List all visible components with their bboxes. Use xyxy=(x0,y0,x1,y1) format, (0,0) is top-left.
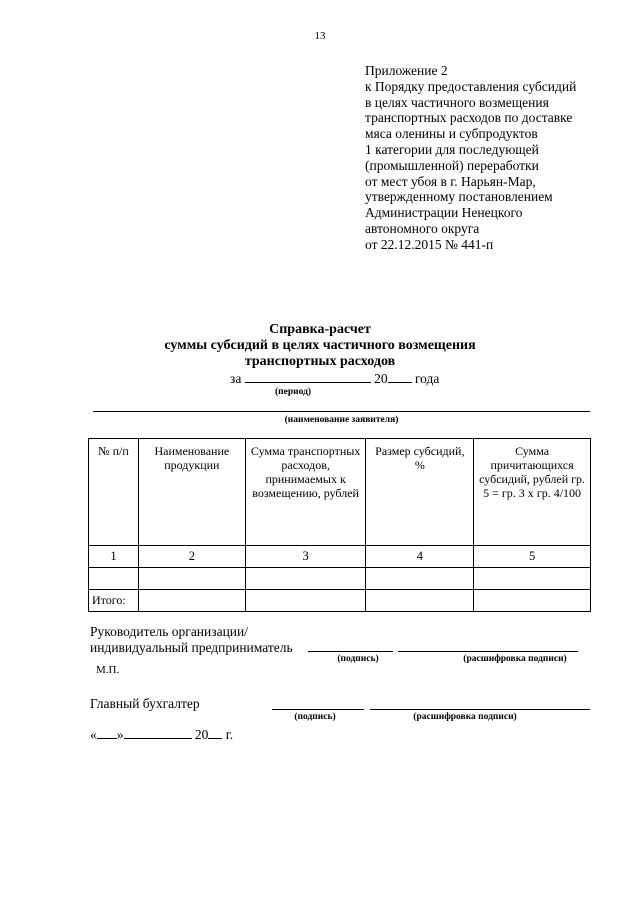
period-year-suffix: года xyxy=(414,371,440,386)
total-row xyxy=(89,590,591,612)
col-product-header: Наименование продукции xyxy=(138,439,245,546)
table-header-row xyxy=(89,439,591,546)
column-number: 2 xyxy=(138,546,245,568)
appendix-line: от мест убоя в г. Нарьян-Мар, xyxy=(365,173,536,189)
head-label-line: индивидуальный предприниматель xyxy=(90,639,293,655)
total-label: Итого: xyxy=(89,590,139,612)
date-year-field[interactable] xyxy=(208,726,222,739)
date-month-field[interactable] xyxy=(124,726,192,739)
period-year-prefix: 20 xyxy=(374,371,388,386)
accountant-decoding-field[interactable] xyxy=(370,709,590,710)
date-day-field[interactable] xyxy=(97,726,117,739)
col-subsidy-amount-header: Сумма причитающихся субсидий, рублей гр. 5 = гр. 3 х гр. 4/100 xyxy=(474,439,591,546)
period-field[interactable] xyxy=(245,370,371,383)
table-row xyxy=(89,568,591,590)
col-number-header: № п/п xyxy=(89,439,139,546)
appendix-line: транспортных расходов по доставке xyxy=(365,110,573,126)
column-numbers-row xyxy=(89,546,591,568)
appendix-line: мяса оленины и субпродуктов xyxy=(365,126,538,142)
table-cell[interactable] xyxy=(89,568,139,590)
appendix-line: к Порядку предоставления субсидий xyxy=(365,78,577,94)
appendix-line: (промышленной) переработки xyxy=(365,157,539,173)
head-decoding-field[interactable] xyxy=(398,651,578,652)
accountant-label: Главный бухгалтер xyxy=(90,696,200,711)
appendix-block xyxy=(365,63,605,253)
table-cell[interactable] xyxy=(366,590,474,612)
column-number: 1 xyxy=(89,546,139,568)
appendix-line: Администрации Ненецкого xyxy=(365,205,523,221)
period-prefix: за xyxy=(230,371,242,386)
form-title xyxy=(0,322,640,370)
column-number: 3 xyxy=(245,546,366,568)
table-cell[interactable] xyxy=(366,568,474,590)
head-label-line: Руководитель организации/ xyxy=(90,624,249,639)
period-caption: (период) xyxy=(275,387,312,397)
table-cell[interactable] xyxy=(474,590,591,612)
col-transport-cost-header: Сумма транспортных расходов, принимаемых к возмещению, рублей xyxy=(245,439,366,546)
date-year-suffix: г. xyxy=(225,727,234,742)
stamp-label: М.П. xyxy=(96,664,120,676)
accountant-signature-field[interactable] xyxy=(272,709,364,710)
accountant-decoding-caption: (расшифровка подписи) xyxy=(413,712,517,722)
table-cell[interactable] xyxy=(138,568,245,590)
date-open-quote: « xyxy=(90,727,97,742)
head-signature-label xyxy=(90,624,293,655)
table-cell[interactable] xyxy=(245,590,366,612)
head-signature-caption: (подпись) xyxy=(337,654,379,664)
period-year-field[interactable] xyxy=(388,370,412,383)
table-cell[interactable] xyxy=(245,568,366,590)
head-signature-field[interactable] xyxy=(308,651,393,652)
head-decoding-caption: (расшифровка подписи) xyxy=(463,654,567,664)
subsidy-table xyxy=(88,438,591,612)
title-line: Справка-расчет xyxy=(269,322,371,337)
accountant-signature-caption: (подпись) xyxy=(294,712,336,722)
column-number: 5 xyxy=(474,546,591,568)
table-cell[interactable] xyxy=(138,590,245,612)
title-line: суммы субсидий в целях частичного возмещения xyxy=(164,338,476,353)
appendix-line: 1 категории для последующей xyxy=(365,141,539,157)
page-number: 13 xyxy=(314,30,326,42)
appendix-line: утвержденному постановлением xyxy=(365,189,553,205)
date-year-prefix: 20 xyxy=(194,727,209,742)
date-close-quote: » xyxy=(116,727,124,742)
table-cell[interactable] xyxy=(474,568,591,590)
applicant-caption: (наименование заявителя) xyxy=(284,415,399,425)
appendix-line: Приложение 2 xyxy=(365,63,448,78)
column-number: 4 xyxy=(366,546,474,568)
appendix-line: от 22.12.2015 № 441-п xyxy=(365,236,494,252)
appendix-line: автономного округа xyxy=(365,220,480,236)
date-line xyxy=(90,726,233,743)
applicant-field[interactable] xyxy=(93,411,590,412)
col-subsidy-rate-header: Размер субсидий, % xyxy=(366,439,474,546)
title-line: транспортных расходов xyxy=(244,354,396,369)
appendix-line: в целях частичного возмещения xyxy=(365,94,549,110)
